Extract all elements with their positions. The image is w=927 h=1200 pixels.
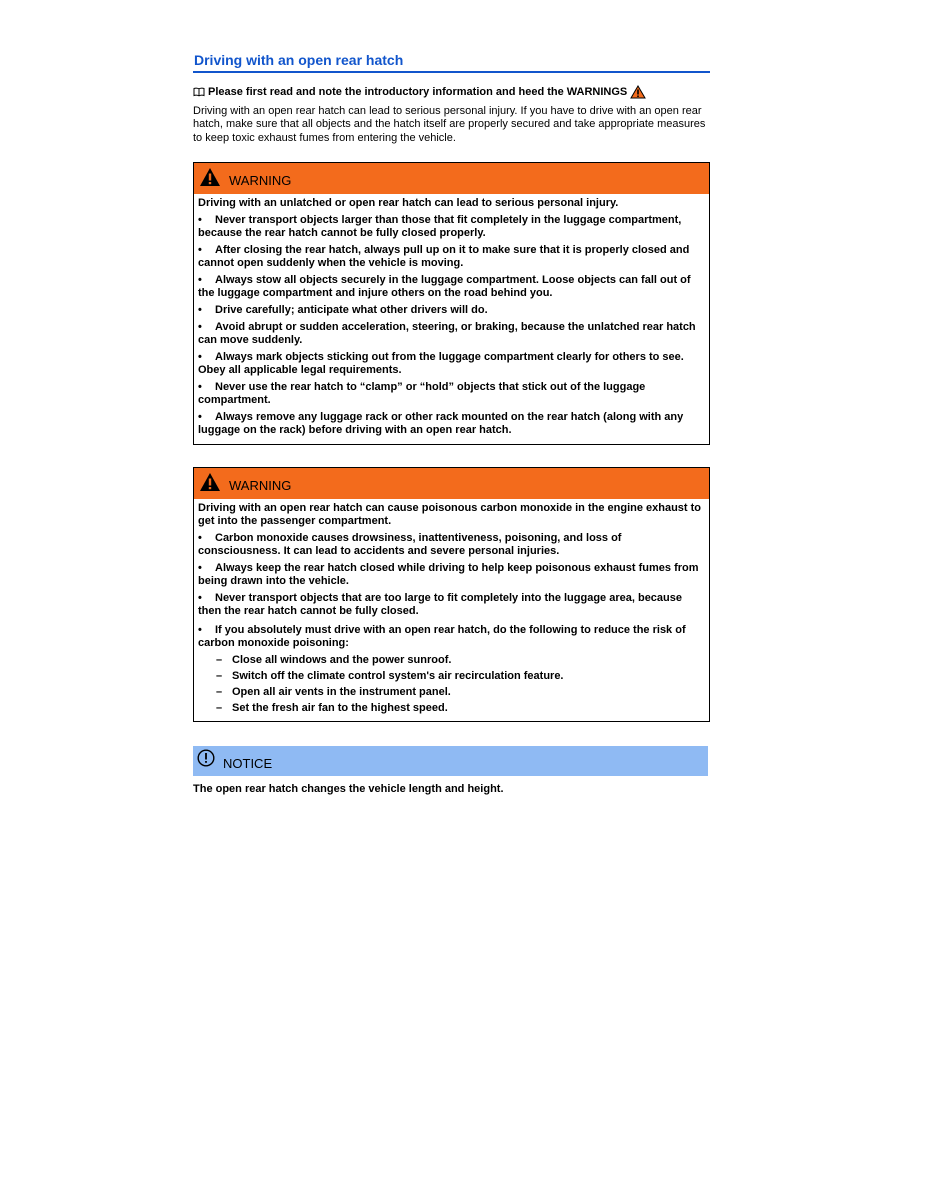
bullet: • bbox=[198, 531, 202, 544]
warning-item-text: Avoid abrupt or sudden acceleration, steering, or braking, because the unlatched rear hatch can move suddenly. bbox=[198, 320, 696, 346]
bullet: • bbox=[198, 303, 202, 316]
warning-item bbox=[198, 351, 705, 377]
warning-triangle-icon bbox=[199, 472, 221, 492]
warning-subitem-text: Close all windows and the power sunroof. bbox=[232, 653, 452, 666]
warning-subitem-text: Switch off the climate control system's air recirculation feature. bbox=[232, 669, 564, 682]
warning-item bbox=[198, 244, 705, 270]
dash: – bbox=[216, 701, 223, 714]
bullet: • bbox=[198, 273, 202, 286]
bullet: • bbox=[198, 410, 202, 423]
dash: – bbox=[216, 685, 223, 698]
warning-item-text: After closing the rear hatch, always pull up on it to make sure that it is properly closed and cannot open suddenly when the vehicle is moving. bbox=[198, 243, 690, 269]
warning-box-carbon-monoxide bbox=[193, 467, 710, 722]
warning-box-unlatched-hatch bbox=[193, 162, 710, 445]
exclamation-circle-icon bbox=[197, 749, 215, 767]
warning-label: WARNING bbox=[229, 172, 292, 188]
notice-text: The open rear hatch changes the vehicle length and height. bbox=[193, 782, 504, 795]
warning-body bbox=[194, 194, 709, 444]
warning-item-text: Always remove any luggage rack or other rack mounted on the rear hatch (along with any luggage on the rack) before driving with an open rear hatch. bbox=[198, 410, 684, 436]
warning-item-text: Carbon monoxide causes drowsiness, inattentiveness, poisoning, and loss of consciousness. It can lead to accidents and severe personal injuries. bbox=[198, 531, 622, 557]
warning-item bbox=[198, 532, 705, 558]
warning-item-text: Never transport objects larger than those that fit completely in the luggage compartment, because the rear hatch cannot be fully closed properly. bbox=[198, 213, 682, 239]
warning-item bbox=[198, 321, 705, 347]
warning-lead: Driving with an open rear hatch can cause poisonous carbon monoxide in the engine exhaust to get into the passenger compartment. bbox=[198, 501, 702, 527]
warning-item bbox=[198, 381, 705, 407]
intro-heading bbox=[193, 85, 710, 99]
bullet: • bbox=[198, 243, 202, 256]
warning-item bbox=[198, 274, 705, 300]
notice-header bbox=[193, 746, 708, 776]
warning-item-text: Never use the rear hatch to “clamp” or “hold” objects that stick out of the luggage compartment. bbox=[198, 380, 646, 406]
bullet: • bbox=[198, 591, 202, 604]
page-content bbox=[193, 52, 710, 796]
bullet: • bbox=[198, 320, 202, 333]
warning-subitem bbox=[216, 670, 705, 683]
bullet: • bbox=[198, 380, 202, 393]
dash: – bbox=[216, 653, 223, 666]
dash: – bbox=[216, 669, 223, 682]
bullet: • bbox=[198, 213, 202, 226]
warning-item bbox=[198, 411, 705, 437]
bullet: • bbox=[198, 350, 202, 363]
warning-item-text: Always stow all objects securely in the luggage compartment. Loose objects can fall out of the luggage compartment and injure others on the road behind you. bbox=[198, 273, 691, 299]
warning-item-text: Always mark objects sticking out from the luggage compartment clearly for others to see. Obey all applicable legal requirements. bbox=[198, 350, 684, 376]
warning-item-text: Always keep the rear hatch closed while driving to help keep poisonous exhaust fumes from being drawn into the vehicle. bbox=[198, 561, 699, 587]
warning-item bbox=[198, 562, 705, 588]
warning-header bbox=[194, 468, 709, 499]
warning-body bbox=[194, 499, 709, 721]
warning-item bbox=[198, 304, 705, 317]
warning-subitem bbox=[216, 654, 705, 667]
warning-item bbox=[198, 624, 705, 650]
intro-heading-text: Please first read and note the introductory information and heed the WARNINGS bbox=[208, 86, 628, 98]
warning-subitem-text: Set the fresh air fan to the highest speed. bbox=[232, 701, 448, 714]
warning-triangle-icon bbox=[199, 167, 221, 187]
warning-item-text: If you absolutely must drive with an open rear hatch, do the following to reduce the risk of carbon monoxide poisoning: bbox=[198, 623, 686, 649]
warning-subitem-text: Open all air vents in the instrument panel. bbox=[232, 685, 451, 698]
notice-label: NOTICE bbox=[223, 756, 273, 772]
warning-lead: Driving with an unlatched or open rear hatch can lead to serious personal injury. bbox=[198, 196, 619, 209]
warning-item bbox=[198, 214, 705, 240]
warning-triangle-icon bbox=[630, 85, 646, 99]
warning-subitem bbox=[216, 686, 705, 699]
warning-item bbox=[198, 592, 705, 618]
intro-text: Driving with an open rear hatch can lead to serious personal injury. If you have to drive with an open rear hatch, make sure that all objects and the hatch itself are properly secured and take appropriate measures to keep toxic exhaust fumes from entering the vehicle. bbox=[193, 105, 706, 144]
warning-label: WARNING bbox=[229, 477, 292, 493]
warning-item-text: Never transport objects that are too large to fit completely into the luggage area, because then the rear hatch cannot be fully closed. bbox=[198, 591, 683, 617]
warning-header bbox=[194, 163, 709, 194]
section-title: Driving with an open rear hatch bbox=[193, 52, 710, 73]
book-icon bbox=[193, 87, 205, 97]
warning-item-text: Drive carefully; anticipate what other drivers will do. bbox=[215, 303, 488, 316]
bullet: • bbox=[198, 561, 202, 574]
bullet: • bbox=[198, 623, 202, 636]
warning-subitem bbox=[216, 702, 705, 715]
